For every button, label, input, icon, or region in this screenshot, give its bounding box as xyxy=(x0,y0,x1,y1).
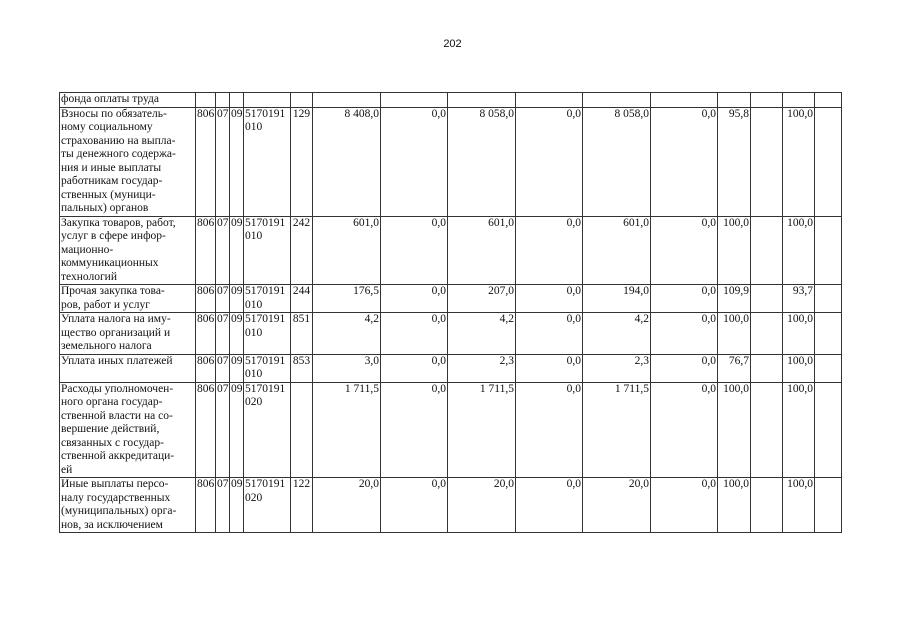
cell-p2 xyxy=(751,382,783,478)
cell-p1: 76,7 xyxy=(718,354,751,382)
cell-csr: 5170191 020 xyxy=(244,478,291,533)
cell-v2 xyxy=(381,93,448,108)
cell-v6: 0,0 xyxy=(651,216,718,285)
cell-v3: 20,0 xyxy=(448,478,516,533)
cell-v3: 207,0 xyxy=(448,285,516,313)
cell-empty xyxy=(815,354,842,382)
cell-vr: 122 xyxy=(291,478,313,533)
cell-csr: 5170191 020 xyxy=(244,382,291,478)
cell-p3: 93,7 xyxy=(783,285,815,313)
cell-p2 xyxy=(751,216,783,285)
cell-p2 xyxy=(751,107,783,216)
cell-p2 xyxy=(751,93,783,108)
cell-v4: 0,0 xyxy=(516,216,583,285)
cell-v3: 4,2 xyxy=(448,313,516,355)
cell-empty xyxy=(815,93,842,108)
cell-pr: 09 xyxy=(230,285,244,313)
table-row xyxy=(60,354,842,382)
table-row xyxy=(60,107,842,216)
cell-rz: 07 xyxy=(216,216,230,285)
cell-p2 xyxy=(751,285,783,313)
table-row xyxy=(60,313,842,355)
cell-v5: 2,3 xyxy=(583,354,651,382)
cell-csr: 5170191 010 xyxy=(244,107,291,216)
cell-pr: 09 xyxy=(230,216,244,285)
cell-p1: 100,0 xyxy=(718,313,751,355)
cell-csr: 5170191 010 xyxy=(244,216,291,285)
cell-v6: 0,0 xyxy=(651,382,718,478)
cell-v6: 0,0 xyxy=(651,313,718,355)
cell-v6: 0,0 xyxy=(651,478,718,533)
cell-v1: 1 711,5 xyxy=(313,382,381,478)
cell-empty xyxy=(815,382,842,478)
cell-v3: 601,0 xyxy=(448,216,516,285)
cell-p1: 109,9 xyxy=(718,285,751,313)
cell-grbs: 806 xyxy=(196,313,216,355)
cell-pr: 09 xyxy=(230,313,244,355)
cell-p1: 100,0 xyxy=(718,216,751,285)
cell-p2 xyxy=(751,313,783,355)
cell-p3: 100,0 xyxy=(783,216,815,285)
table-row xyxy=(60,93,842,108)
cell-v3 xyxy=(448,93,516,108)
cell-v4: 0,0 xyxy=(516,313,583,355)
cell-vr xyxy=(291,382,313,478)
cell-name: Иные выплаты персо- налу государственных (муниципальных) орга- нов, за исключением xyxy=(60,478,196,533)
cell-empty xyxy=(815,285,842,313)
cell-vr: 242 xyxy=(291,216,313,285)
cell-grbs: 806 xyxy=(196,354,216,382)
cell-v4: 0,0 xyxy=(516,285,583,313)
cell-v4: 0,0 xyxy=(516,107,583,216)
table-row xyxy=(60,478,842,533)
cell-p3: 100,0 xyxy=(783,478,815,533)
cell-empty xyxy=(815,107,842,216)
cell-v5: 20,0 xyxy=(583,478,651,533)
cell-p1: 95,8 xyxy=(718,107,751,216)
cell-vr xyxy=(291,93,313,108)
cell-name: Закупка товаров, работ, услуг в сфере инфор- мационно- коммуникационных технологий xyxy=(60,216,196,285)
cell-v2: 0,0 xyxy=(381,478,448,533)
cell-v1: 176,5 xyxy=(313,285,381,313)
cell-rz: 07 xyxy=(216,313,230,355)
cell-name: Уплата налога на иму- щество организаций и земельного налога xyxy=(60,313,196,355)
cell-pr: 09 xyxy=(230,354,244,382)
cell-v1: 601,0 xyxy=(313,216,381,285)
cell-v6: 0,0 xyxy=(651,354,718,382)
cell-rz: 07 xyxy=(216,354,230,382)
cell-p1 xyxy=(718,93,751,108)
cell-name: Уплата иных платежей xyxy=(60,354,196,382)
table-row xyxy=(60,285,842,313)
cell-v5 xyxy=(583,93,651,108)
cell-v2: 0,0 xyxy=(381,382,448,478)
cell-v2: 0,0 xyxy=(381,285,448,313)
cell-v3: 1 711,5 xyxy=(448,382,516,478)
cell-rz: 07 xyxy=(216,107,230,216)
cell-pr: 09 xyxy=(230,107,244,216)
page-number: 202 xyxy=(443,38,462,50)
cell-v5: 1 711,5 xyxy=(583,382,651,478)
cell-v1: 8 408,0 xyxy=(313,107,381,216)
cell-vr: 851 xyxy=(291,313,313,355)
cell-v6: 0,0 xyxy=(651,285,718,313)
cell-pr: 09 xyxy=(230,382,244,478)
cell-v2: 0,0 xyxy=(381,313,448,355)
cell-v6: 0,0 xyxy=(651,107,718,216)
cell-rz xyxy=(216,93,230,108)
budget-table xyxy=(59,92,842,533)
cell-p1: 100,0 xyxy=(718,478,751,533)
cell-csr xyxy=(244,93,291,108)
cell-p3: 100,0 xyxy=(783,107,815,216)
cell-v5: 601,0 xyxy=(583,216,651,285)
cell-vr: 129 xyxy=(291,107,313,216)
cell-empty xyxy=(815,478,842,533)
cell-csr: 5170191 010 xyxy=(244,285,291,313)
cell-pr xyxy=(230,93,244,108)
cell-v3: 8 058,0 xyxy=(448,107,516,216)
cell-pr: 09 xyxy=(230,478,244,533)
cell-csr: 5170191 010 xyxy=(244,313,291,355)
cell-grbs: 806 xyxy=(196,107,216,216)
cell-empty xyxy=(815,216,842,285)
cell-v1: 20,0 xyxy=(313,478,381,533)
cell-grbs: 806 xyxy=(196,216,216,285)
cell-v5: 194,0 xyxy=(583,285,651,313)
cell-v5: 8 058,0 xyxy=(583,107,651,216)
table-row xyxy=(60,382,842,478)
table-body xyxy=(60,93,842,533)
cell-p3: 100,0 xyxy=(783,313,815,355)
cell-rz: 07 xyxy=(216,382,230,478)
cell-rz: 07 xyxy=(216,478,230,533)
cell-rz: 07 xyxy=(216,285,230,313)
cell-v4 xyxy=(516,93,583,108)
table-row xyxy=(60,216,842,285)
cell-name: Взносы по обязатель- ному социальному страхованию на выпла- ты денежного содержа- ния и иные выплаты работникам государ- ственных (муници- пальных) органов xyxy=(60,107,196,216)
cell-p3: 100,0 xyxy=(783,382,815,478)
cell-vr: 244 xyxy=(291,285,313,313)
cell-csr: 5170191 010 xyxy=(244,354,291,382)
cell-v4: 0,0 xyxy=(516,478,583,533)
cell-p2 xyxy=(751,354,783,382)
cell-v5: 4,2 xyxy=(583,313,651,355)
cell-name: Расходы уполномочен- ного органа государ- ственной власти на со- вершение действий, связанных с государ- ственной аккредитаци- ей xyxy=(60,382,196,478)
cell-empty xyxy=(815,313,842,355)
cell-p2 xyxy=(751,478,783,533)
cell-grbs xyxy=(196,93,216,108)
cell-v4: 0,0 xyxy=(516,354,583,382)
cell-name: Прочая закупка това- ров, работ и услуг xyxy=(60,285,196,313)
cell-grbs: 806 xyxy=(196,382,216,478)
cell-v6 xyxy=(651,93,718,108)
cell-p3 xyxy=(783,93,815,108)
cell-v2: 0,0 xyxy=(381,107,448,216)
cell-grbs: 806 xyxy=(196,478,216,533)
cell-v2: 0,0 xyxy=(381,354,448,382)
cell-name: фонда оплаты труда xyxy=(60,93,196,108)
cell-v1: 4,2 xyxy=(313,313,381,355)
cell-v1: 3,0 xyxy=(313,354,381,382)
cell-vr: 853 xyxy=(291,354,313,382)
cell-v2: 0,0 xyxy=(381,216,448,285)
cell-v1 xyxy=(313,93,381,108)
cell-v4: 0,0 xyxy=(516,382,583,478)
cell-p1: 100,0 xyxy=(718,382,751,478)
cell-v3: 2,3 xyxy=(448,354,516,382)
cell-p3: 100,0 xyxy=(783,354,815,382)
cell-grbs: 806 xyxy=(196,285,216,313)
